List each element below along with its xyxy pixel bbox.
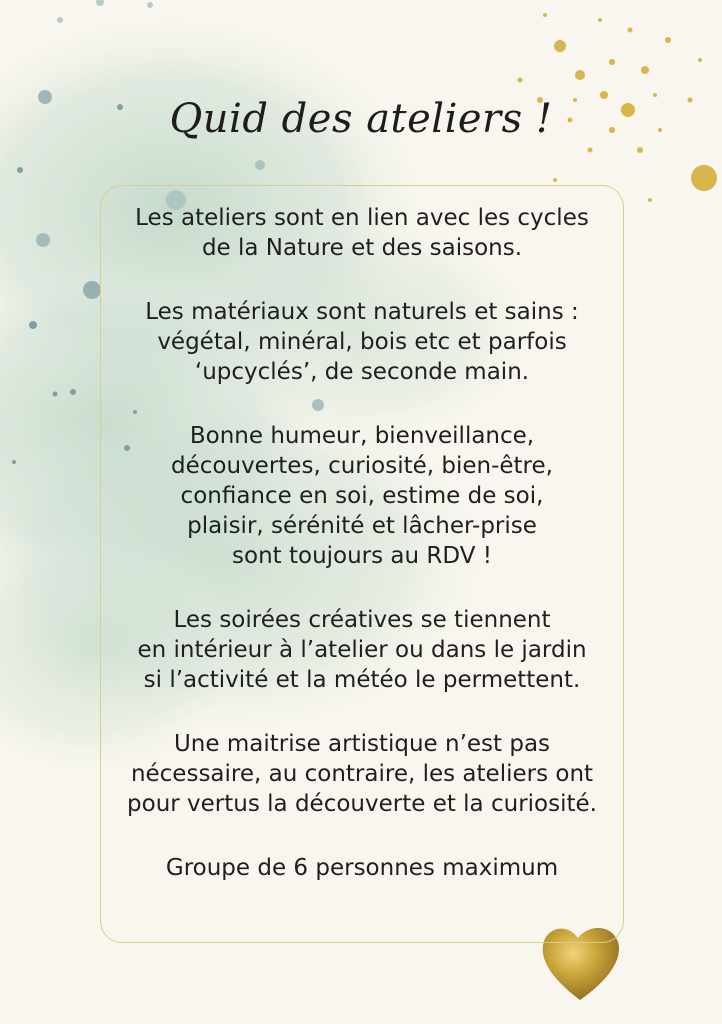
page-title: Quid des ateliers ! — [169, 96, 553, 142]
paragraph-location: Les soirées créatives se tiennent en intérieur à l’atelier ou dans le jardin si l’activité et la météo le permettent. — [137, 607, 587, 693]
card-text — [100, 203, 624, 883]
paragraph-skills: Une maitrise artistique n’est pas nécessaire, au contraire, les ateliers ont pour vertus la découverte et la curiosité. — [127, 731, 597, 817]
paragraph-cycles: Les ateliers sont en lien avec les cycles de la Nature et des saisons. — [135, 205, 589, 261]
paragraph-values: Bonne humeur, bienveillance, découvertes, curiosité, bien-être, confiance en soi, estime de soi, plaisir, sérénité et lâcher-prise sont toujours au RDV ! — [171, 423, 553, 569]
paragraph-materials: Les matériaux sont naturels et sains : végétal, minéral, bois etc et parfois ‘upcyclés’, de seconde main. — [145, 299, 579, 385]
paragraph-group-size: Groupe de 6 personnes maximum — [165, 855, 559, 881]
